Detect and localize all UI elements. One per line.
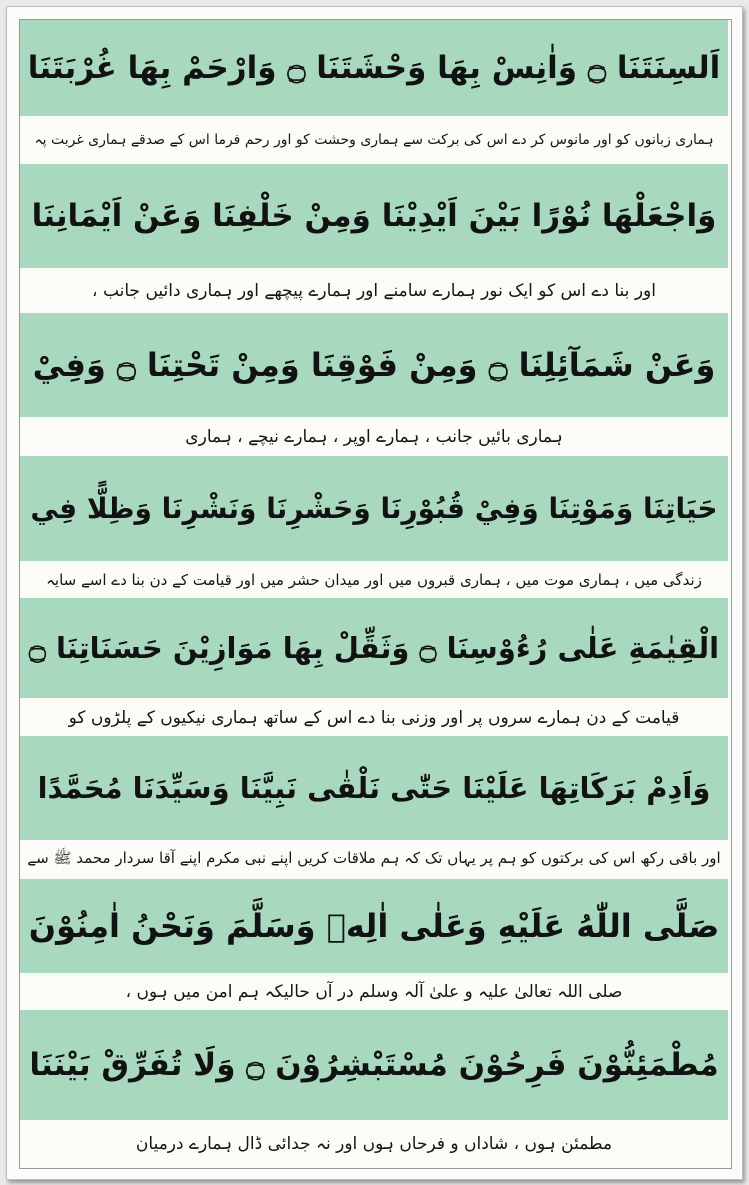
arabic-verse-line-1: اَلسِنَتَنَا ۝ وَاٰنِسْ بِهَا وَحْشَتَنَا ۝ وَارْحَمْ بِهَا غُرْبَتَنَا (20, 20, 728, 116)
urdu-translation-line-4: زندگی میں ، ہماری موت میں ، ہماری قبروں میں اور میدان حشر میں اور قیامت کے دن بنا دے اسے سایہ (46, 570, 702, 589)
arabic-verse-line-4: حَيَاتِنَا وَمَوْتِنَا وَفِيْ قُبُوْرِنَا وَحَشْرِنَا وَنَشْرِنَا وَظِلًّا فِي (20, 456, 728, 561)
urdu-translation-line-7: صلی اللہ تعالیٰ علیہ و علیٰ آلہ وسلم در آں حالیکہ ہم امن میں ہوں ، (125, 982, 623, 1002)
urdu-translation-line-2: اور بنا دے اس کو ایک نور ہمارے سامنے اور ہمارے پیچھے اور ہماری دائیں جانب ، (92, 281, 656, 301)
arabic-verse-line-8: مُطْمَئِنُّوْنَ فَرِحُوْنَ مُسْتَبْشِرُوْنَ ۝ وَلَا تُفَرِّقْ بَيْنَنَا (20, 1010, 728, 1120)
arabic-verse-line-6: وَاَدِمْ بَرَكَاتِهَا عَلَيْنَا حَتّٰى نَلْقٰى نَبِيَّنَا وَسَيِّدَنَا مُحَمَّدًا (20, 736, 728, 840)
urdu-translation-line-5: قیامت کے دن ہمارے سروں پر اور وزنی بنا دے اس کے ساتھ ہماری نیکیوں کے پلڑوں کو (68, 707, 680, 728)
prayer-page (20, 20, 728, 1167)
urdu-translation-line-6: اور باقی رکھ اس کی برکتوں کو ہم پر یہاں تک کہ ہم ملاقات کریں اپنے نبی مکرم اپنے آقا سردار محمد ﷺ سے (27, 848, 721, 867)
urdu-translation-line-8: مطمئن ہوں ، شاداں و فرحاں ہوں اور نہ جدائی ڈال ہمارے درمیان (135, 1134, 613, 1154)
urdu-translation-line-3: ہماری بائیں جانب ، ہمارے اوپر ، ہمارے نیچے ، ہماری (185, 427, 563, 447)
arabic-verse-line-3: وَعَنْ شَمَآئِلِنَا ۝ وَمِنْ فَوْقِنَا وَمِنْ تَحْتِنَا ۝ وَفِيْ (20, 313, 728, 417)
arabic-verse-line-7: صَلَّى اللّٰهُ عَلَيْهِ وَعَلٰى اٰلِهٖ وَسَلَّمَ وَنَحْنُ اٰمِنُوْنَ (20, 879, 728, 973)
urdu-translation-line-1: ہماری زبانوں کو اور مانوس کر دے اس کی برکت سے ہماری وحشت کو اور رحم فرما اس کے صدقے ہماری غربت پہ (34, 132, 714, 148)
arabic-verse-line-2: وَاجْعَلْهَا نُوْرًا بَيْنَ اَيْدِيْنَا وَمِنْ خَلْفِنَا وَعَنْ اَيْمَانِنَا (20, 164, 728, 268)
arabic-verse-line-5: الْقِيٰمَةِ عَلٰى رُءُوْسِنَا ۝ وَثَقِّلْ بِهَا مَوَازِيْنَ حَسَنَاتِنَا ۝ (20, 598, 728, 698)
